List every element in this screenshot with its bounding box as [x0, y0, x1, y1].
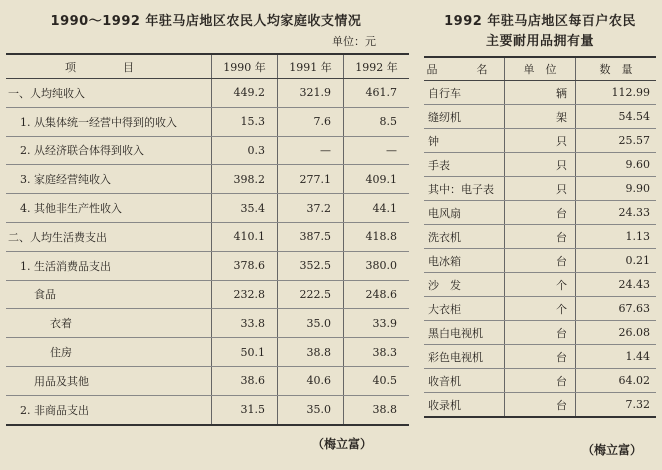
value-1991: 35.0 [278, 395, 344, 424]
income-table-title: 1990～1992 年驻马店地区农民人均家庭收支情况 [50, 14, 362, 29]
goods-name: 电风扇 [424, 201, 505, 225]
table-row [6, 222, 409, 251]
value-1991: 7.6 [278, 107, 344, 136]
goods-unit: 架 [505, 105, 576, 129]
goods-unit: 辆 [505, 81, 576, 105]
header-item: 项 目 [6, 54, 212, 79]
goods-quantity: 9.60 [576, 153, 657, 177]
value-1990: 378.6 [212, 251, 278, 280]
goods-unit: 只 [505, 129, 576, 153]
table-row [6, 338, 409, 367]
durable-goods-table [424, 56, 656, 418]
value-1992: 461.7 [344, 79, 410, 108]
income-table-body [6, 79, 409, 425]
value-1992: 40.5 [344, 366, 410, 395]
header-1992: 1992 年 [344, 54, 410, 79]
goods-quantity: 7.32 [576, 393, 657, 418]
table-row [424, 369, 656, 393]
table-row [424, 129, 656, 153]
table-row [6, 107, 409, 136]
item-label: 住房 [6, 338, 212, 367]
item-label: 4. 其他非生产性收入 [6, 194, 212, 223]
item-label: 衣着 [6, 309, 212, 338]
goods-quantity: 24.33 [576, 201, 657, 225]
header-unit: 单 位 [505, 57, 576, 81]
value-1991: 37.2 [278, 194, 344, 223]
goods-unit: 台 [505, 321, 576, 345]
item-label: 一、人均纯收入 [6, 79, 212, 108]
table-row [6, 165, 409, 194]
goods-name: 钟 [424, 129, 505, 153]
value-1991: 277.1 [278, 165, 344, 194]
header-quantity: 数 量 [576, 57, 657, 81]
goods-quantity: 112.99 [576, 81, 657, 105]
table-row [424, 297, 656, 321]
author-credit-left: （梅立富） [311, 437, 372, 451]
goods-unit: 台 [505, 249, 576, 273]
goods-unit: 台 [505, 369, 576, 393]
item-label: 3. 家庭经营纯收入 [6, 165, 212, 194]
value-1992: — [344, 136, 410, 165]
goods-unit: 台 [505, 393, 576, 418]
value-1991: 352.5 [278, 251, 344, 280]
value-1992: 248.6 [344, 280, 410, 309]
item-label: 二、人均生活费支出 [6, 222, 212, 251]
goods-unit: 个 [505, 273, 576, 297]
table-row [6, 280, 409, 309]
value-1990: 398.2 [212, 165, 278, 194]
table-row [424, 273, 656, 297]
goods-name: 缝纫机 [424, 105, 505, 129]
item-label: 2. 非商品支出 [20, 403, 89, 417]
item-label: 1. 从集体统一经营中得到的收入 [6, 107, 212, 136]
goods-quantity: 24.43 [576, 273, 657, 297]
value-1991: 222.5 [278, 280, 344, 309]
value-1991: — [278, 136, 344, 165]
goods-name: 自行车 [424, 81, 505, 105]
table-row [424, 153, 656, 177]
value-1991: 321.9 [278, 79, 344, 108]
goods-quantity: 25.57 [576, 129, 657, 153]
goods-name: 手表 [424, 153, 505, 177]
item-label: 食品 [6, 280, 212, 309]
goods-name: 收音机 [424, 369, 505, 393]
value-1990: 232.8 [212, 280, 278, 309]
author-credit-right: （梅立富） [581, 443, 642, 457]
value-1990: 38.6 [212, 366, 278, 395]
value-1990: 0.3 [212, 136, 278, 165]
value-1991: 38.8 [278, 338, 344, 367]
goods-quantity: 1.44 [576, 345, 657, 369]
item-label: 2. 从经济联合体得到收入 [6, 136, 212, 165]
table-row [424, 81, 656, 105]
goods-name: 电冰箱 [424, 249, 505, 273]
table-header-row [424, 57, 656, 81]
table-row [6, 194, 409, 223]
goods-name: 彩色电视机 [424, 345, 505, 369]
item-label: 用品及其他 [6, 366, 212, 395]
goods-quantity: 64.02 [576, 369, 657, 393]
value-1992: 44.1 [344, 194, 410, 223]
value-1990: 35.4 [212, 194, 278, 223]
table-row [6, 251, 409, 280]
unit-note: 单位：元 [332, 35, 376, 48]
table-row [6, 366, 409, 395]
goods-unit: 只 [505, 177, 576, 201]
header-1991: 1991 年 [278, 54, 344, 79]
table-row [424, 201, 656, 225]
goods-name: 洗衣机 [424, 225, 505, 249]
goods-table-title-line2: 主要耐用品拥有量 [485, 34, 594, 49]
table-row [424, 345, 656, 369]
goods-quantity: 9.90 [576, 177, 657, 201]
goods-quantity: 0.21 [576, 249, 657, 273]
goods-name: 黑白电视机 [424, 321, 505, 345]
value-1990: 410.1 [212, 222, 278, 251]
table-row [424, 249, 656, 273]
value-1992: 38.3 [344, 338, 410, 367]
income-expenditure-table [6, 53, 409, 426]
goods-unit: 台 [505, 201, 576, 225]
table-row [424, 321, 656, 345]
goods-unit: 台 [505, 225, 576, 249]
goods-unit: 台 [505, 345, 576, 369]
value-1990: 449.2 [212, 79, 278, 108]
table-row [6, 395, 409, 424]
value-1990: 33.8 [212, 309, 278, 338]
value-1991: 35.0 [278, 309, 344, 338]
value-1990: 31.5 [212, 395, 278, 424]
goods-name: 其中：电子表 [424, 177, 505, 201]
header-name: 品 名 [424, 57, 505, 81]
goods-quantity: 67.63 [576, 297, 657, 321]
value-1992: 418.8 [344, 222, 410, 251]
table-row [6, 309, 409, 338]
goods-quantity: 54.54 [576, 105, 657, 129]
goods-quantity: 26.08 [576, 321, 657, 345]
value-1992: 33.9 [344, 309, 410, 338]
value-1992: 8.5 [344, 107, 410, 136]
goods-name: 收录机 [428, 398, 461, 412]
goods-quantity: 1.13 [576, 225, 657, 249]
table-row [6, 136, 409, 165]
goods-unit: 只 [505, 153, 576, 177]
goods-table-body [424, 81, 656, 418]
item-label: 1. 生活消费品支出 [6, 251, 212, 280]
goods-table-title-line1: 1992 年驻马店地区每百户农民 [444, 14, 636, 29]
table-row [424, 105, 656, 129]
table-header-row [6, 54, 409, 79]
table-row [6, 79, 409, 108]
table-row [424, 393, 656, 418]
goods-name: 大衣柜 [424, 297, 505, 321]
table-row [424, 225, 656, 249]
table-row [424, 177, 656, 201]
value-1991: 40.6 [278, 366, 344, 395]
value-1992: 409.1 [344, 165, 410, 194]
value-1990: 15.3 [212, 107, 278, 136]
goods-name: 沙 发 [424, 273, 505, 297]
value-1991: 387.5 [278, 222, 344, 251]
goods-unit: 个 [505, 297, 576, 321]
value-1990: 50.1 [212, 338, 278, 367]
value-1992: 38.8 [344, 395, 410, 424]
value-1992: 380.0 [344, 251, 410, 280]
header-1990: 1990 年 [212, 54, 278, 79]
